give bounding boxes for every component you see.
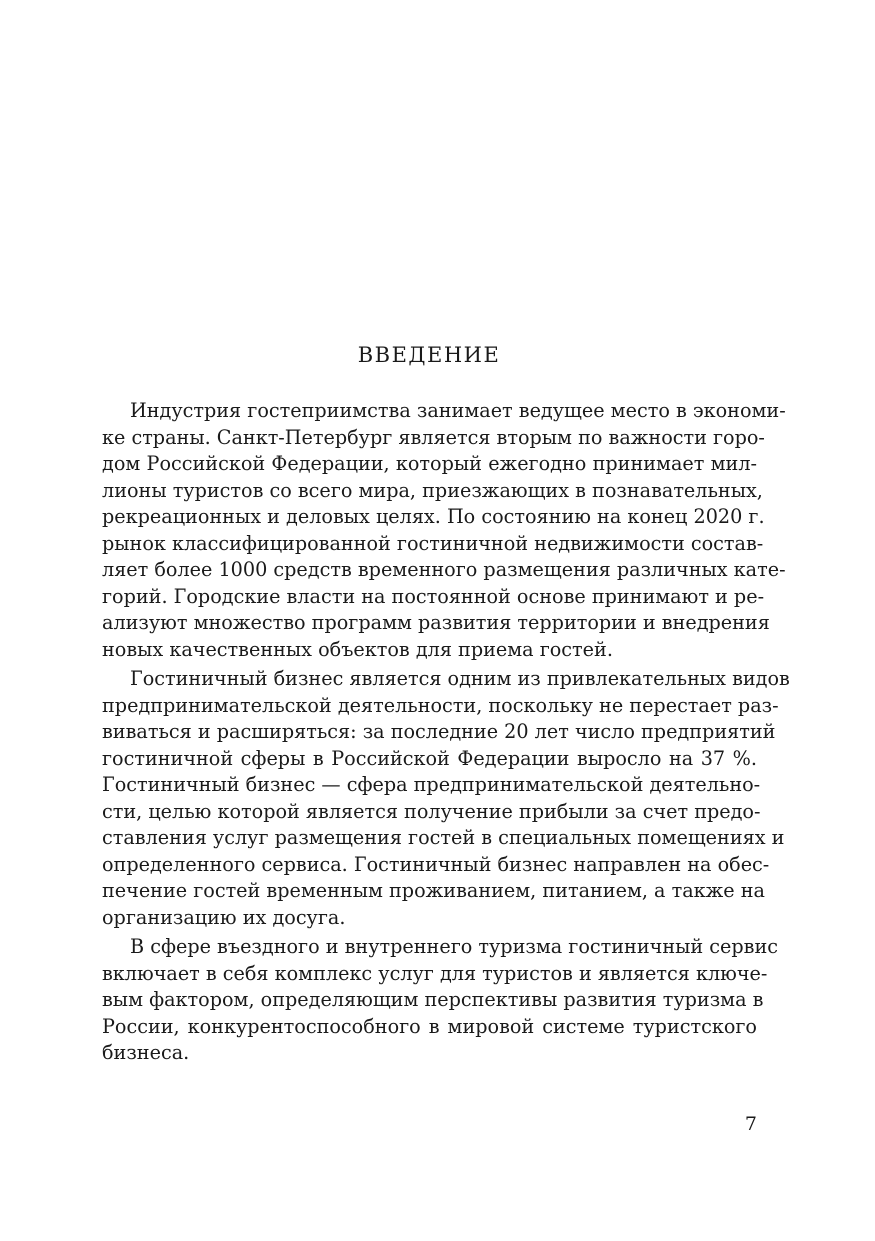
text-line: организацию их досуга. xyxy=(102,905,346,929)
paragraph-1 xyxy=(102,398,786,663)
text-line: виваться и расширяться: за последние 20 лет число предприятий xyxy=(102,720,776,743)
text-line: новых качественных объектов для приема гостей. xyxy=(102,637,613,661)
text-line: сти, целью которой является получение прибыли за счет предо- xyxy=(102,799,761,823)
text-line: ализуют множество программ развития территории и внедрения xyxy=(102,611,770,634)
text-line: дом Российской Федерации, который ежегодно принимает мил- xyxy=(102,452,757,475)
text-line: лионы туристов со всего мира, приезжающих в познавательных, xyxy=(102,478,763,502)
text-line: Индустрия гостеприимства занимает ведущее место в экономи- xyxy=(130,399,786,422)
text-line: предпринимательской деятельности, поскольку не перестает раз- xyxy=(102,693,779,717)
text-line: В сфере въездного и внутреннего туризма гостиничный сервис xyxy=(130,935,778,958)
text-line: печение гостей временным проживанием, питанием, а также на xyxy=(102,879,765,902)
body-text xyxy=(102,398,790,1070)
text-line: горий. Городские власти на постоянной основе принимают и ре- xyxy=(102,584,765,608)
text-line: Гостиничный бизнес — сфера предпринимательской деятельно- xyxy=(102,773,761,796)
paragraph-3 xyxy=(102,934,778,1067)
page-number: 7 xyxy=(744,1113,757,1135)
text-line: Гостиничный бизнес является одним из привлекательных видов xyxy=(130,667,790,690)
text-line: включает в себя комплекс услуг для туристов и является ключе- xyxy=(102,961,768,985)
text-line: гостиничной сферы в Российской Федерации выросло на 37 %. xyxy=(102,746,757,770)
text-line: рекреационных и деловых целях. По состоянию на конец 2020 г. xyxy=(102,505,765,528)
text-line: определенного сервиса. Гостиничный бизнес направлен на обес- xyxy=(102,852,770,876)
text-line: ке страны. Санкт-Петербург является вторым по важности горо- xyxy=(102,425,765,449)
text-line: бизнеса. xyxy=(102,1041,190,1064)
section-title: ВВЕДЕНИЕ xyxy=(357,343,501,367)
text-line: России, конкурентоспособного в мировой системе туристского xyxy=(102,1014,757,1038)
text-line: ставления услуг размещения гостей в специальных помещениях и xyxy=(102,826,785,849)
text-line: ляет более 1000 средств временного размещения различных кате- xyxy=(102,558,786,581)
text-line: рынок классифицированной гостиничной недвижимости состав- xyxy=(102,531,764,555)
text-line: вым фактором, определяющим перспективы развития туризма в xyxy=(102,988,764,1011)
paragraph-2 xyxy=(102,666,790,931)
